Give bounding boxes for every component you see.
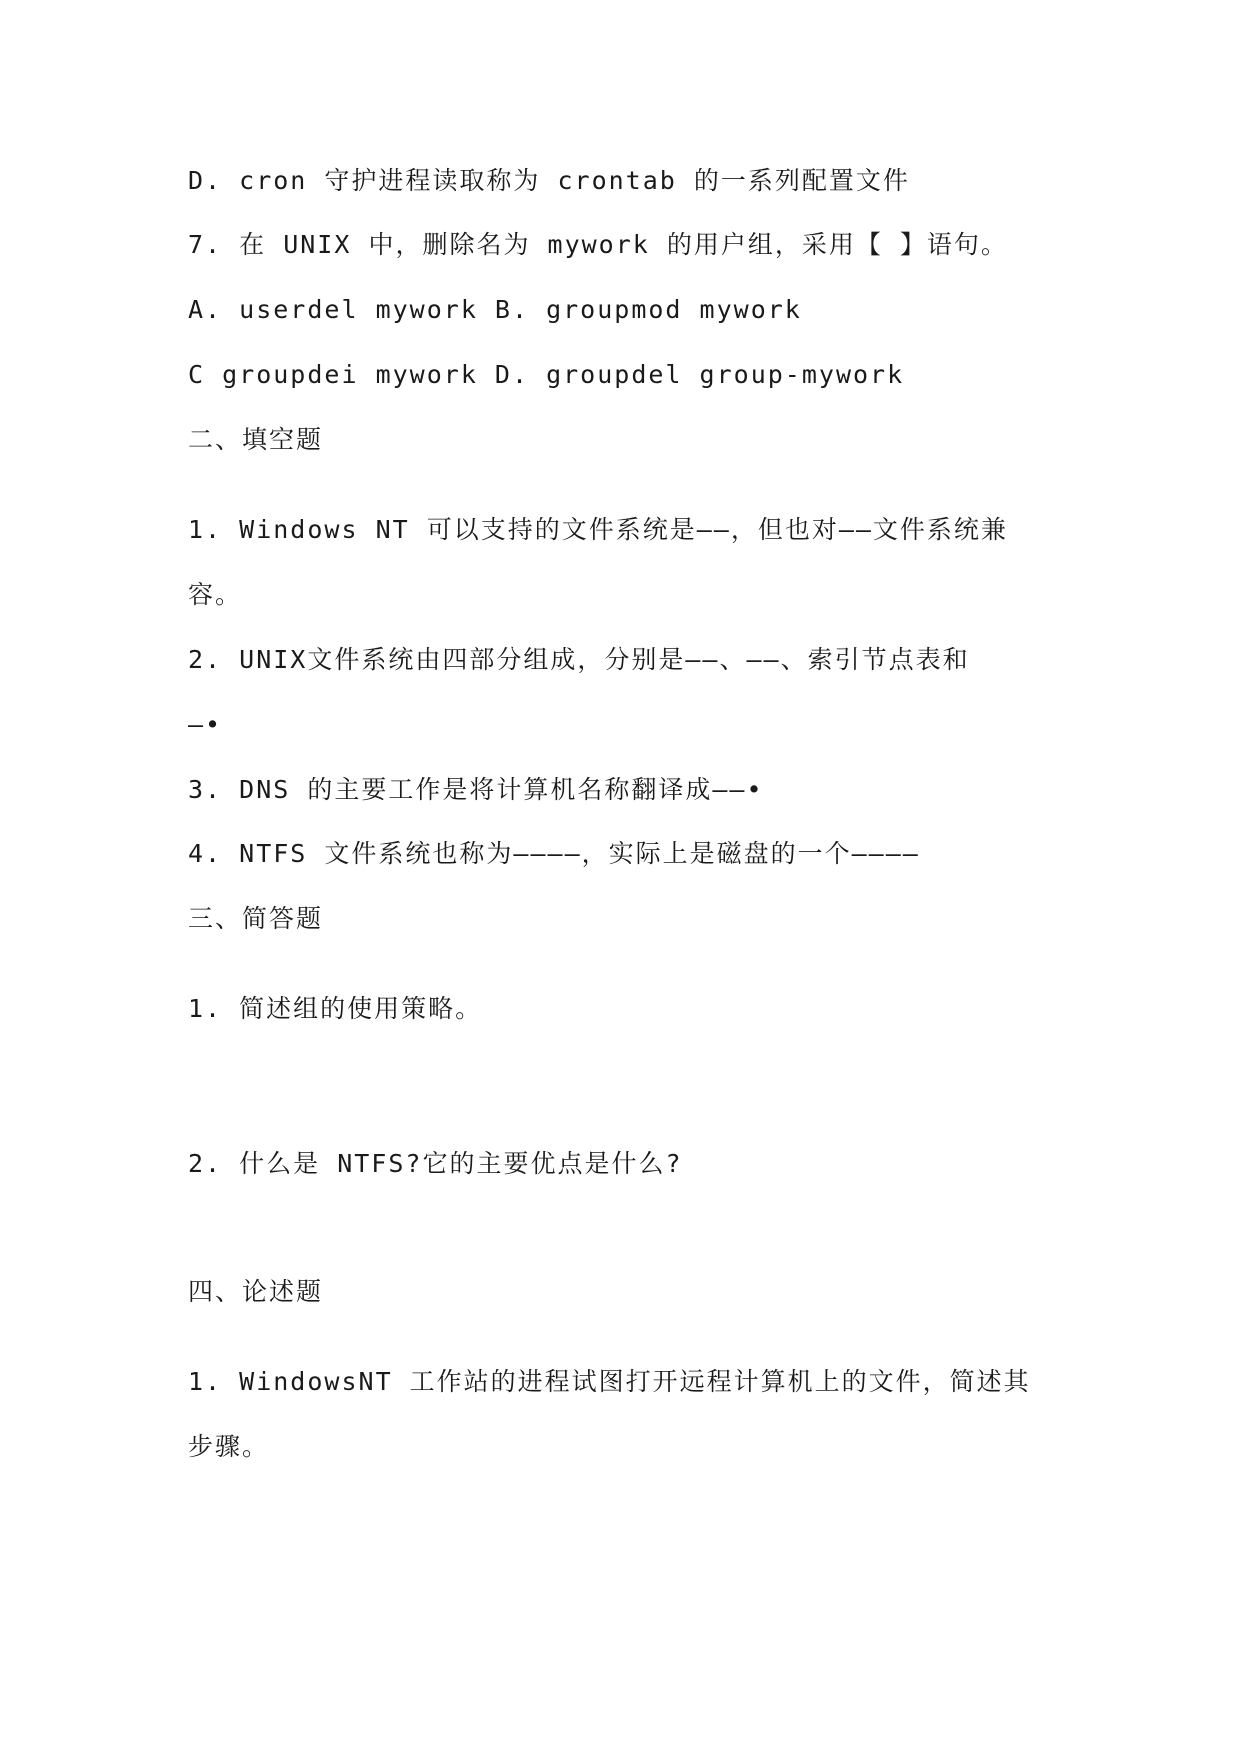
section-heading-short-answer: 三、简答题: [188, 904, 324, 933]
essay-question-1-cont: 步骤。: [188, 1432, 270, 1461]
fill-question-1: 1. Windows NT 可以支持的文件系统是——，但也对——文件系统兼: [188, 515, 1008, 544]
short-question-2: 2. 什么是 NTFS?它的主要优点是什么?: [188, 1149, 683, 1178]
section-heading-fill-in: 二、填空题: [188, 425, 324, 454]
essay-question-1: 1. WindowsNT 工作站的进程试图打开远程计算机上的文件，简述其: [188, 1367, 1031, 1396]
option-line: C groupdei mywork D. groupdel group-mywork: [188, 360, 905, 389]
question-7: 7. 在 UNIX 中，删除名为 mywork 的用户组，采用【 】语句。: [188, 230, 1008, 259]
fill-question-3: 3. DNS 的主要工作是将计算机名称翻译成——•: [188, 775, 764, 804]
fill-question-2-cont: —•: [188, 710, 223, 739]
option-line: D. cron 守护进程读取称为 crontab 的一系列配置文件: [188, 166, 910, 195]
fill-question-2: 2. UNIX文件系统由四部分组成，分别是——、——、索引节点表和: [188, 645, 970, 674]
fill-question-1-cont: 容。: [188, 580, 243, 609]
section-heading-essay: 四、论述题: [188, 1277, 324, 1306]
fill-question-4: 4. NTFS 文件系统也称为————，实际上是磁盘的一个————: [188, 839, 920, 868]
short-question-1: 1. 简述组的使用策略。: [188, 994, 483, 1023]
option-line: A. userdel mywork B. groupmod mywork: [188, 295, 802, 324]
